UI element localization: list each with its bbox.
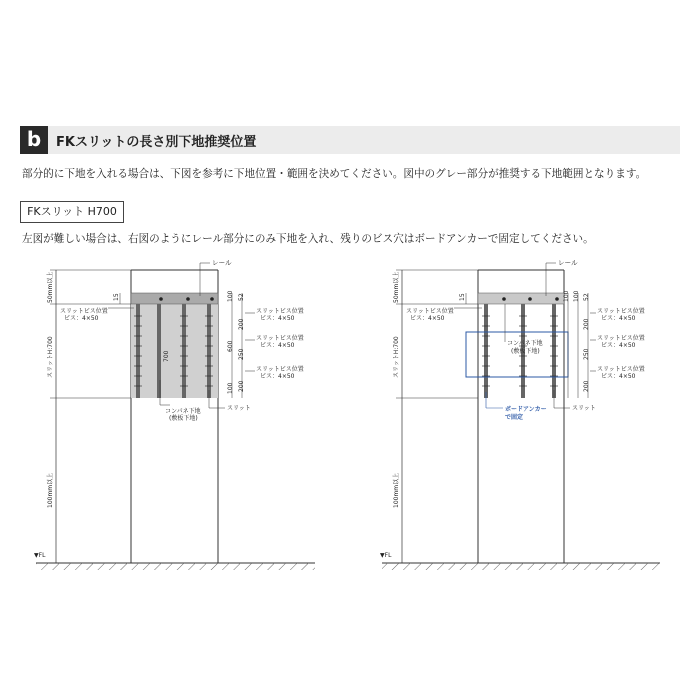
r-slit-label: スリット bbox=[572, 405, 596, 412]
r-dim-bottom: 100mm以上 bbox=[393, 472, 400, 508]
screw-1-line1: スリットビス位置 bbox=[256, 308, 304, 315]
screw-dot bbox=[159, 297, 163, 301]
rail bbox=[131, 293, 218, 304]
dim-15: 15 bbox=[113, 293, 120, 301]
base-panel-gray bbox=[131, 293, 218, 398]
description-text: 部分的に下地を入れる場合は、下図を参考に下地位置・範囲を決めてください。図中のグレー部分が推奨する下地範囲となります。 bbox=[22, 168, 647, 180]
r-base-label-line1: コンパネ下地 bbox=[507, 340, 543, 347]
dim-f: 200 bbox=[238, 380, 245, 392]
height-700: 700 bbox=[163, 350, 170, 362]
left-diagram bbox=[34, 259, 315, 570]
dim-b: 52 bbox=[238, 293, 245, 301]
screw-1-line2: ビス：4×50 bbox=[260, 315, 295, 322]
dim-d: 600 bbox=[227, 340, 234, 352]
r-dim-top: 50mm以上 bbox=[393, 271, 400, 303]
r-screw-2-line1: スリットビス位置 bbox=[597, 335, 645, 342]
note-text: 左図が難しい場合は、右図のようにレール部分にのみ下地を入れ、残りのビス穴はボードアンカーで固定してください。 bbox=[22, 233, 594, 245]
r-screw-left-line1: スリットビス位置 bbox=[406, 308, 454, 315]
screw-dot bbox=[186, 297, 190, 301]
dim-a: 100 bbox=[227, 290, 234, 302]
screw-2-line1: スリットビス位置 bbox=[256, 335, 304, 342]
r-screw-1-line2: ビス：4×50 bbox=[601, 315, 636, 322]
section-badge: b bbox=[20, 126, 48, 154]
r-dim-slit: スリットH:700 bbox=[393, 336, 400, 378]
screw-left-line2: ビス：4×50 bbox=[64, 315, 99, 322]
screw-3-line1: スリットビス位置 bbox=[256, 366, 304, 373]
section-title: FKスリットの長さ別下地推奨位置 bbox=[56, 135, 257, 150]
anchor-label-line2: で固定 bbox=[505, 414, 524, 421]
dim-bottom: 100mm以上 bbox=[47, 472, 54, 508]
r-dim-e: 250 bbox=[583, 348, 590, 360]
r-rail-label: レール bbox=[558, 259, 578, 267]
dim-g: 100 bbox=[227, 382, 234, 394]
r-fl-label: ▼FL bbox=[380, 552, 392, 559]
dim-e: 250 bbox=[238, 348, 245, 360]
slit-label: スリット bbox=[227, 405, 251, 412]
r-screw-2-line2: ビス：4×50 bbox=[601, 342, 636, 349]
anchor-label-line1: ボードアンカー bbox=[505, 406, 547, 413]
fl-label: ▼FL bbox=[34, 552, 46, 559]
screw-3-line2: ビス：4×50 bbox=[260, 373, 295, 380]
r-screw-3-line1: スリットビス位置 bbox=[597, 366, 645, 373]
right-diagram bbox=[380, 259, 660, 570]
slit-bar-4 bbox=[207, 304, 211, 398]
screw-dot bbox=[210, 297, 214, 301]
slit-bar-2 bbox=[157, 304, 161, 398]
r-screw-1-line1: スリットビス位置 bbox=[597, 308, 645, 315]
dim-c: 200 bbox=[238, 318, 245, 330]
dim-top: 50mm以上 bbox=[47, 271, 54, 303]
r-dim-f: 200 bbox=[583, 380, 590, 392]
rail-gray bbox=[478, 293, 564, 304]
r-dim-b: 52 bbox=[583, 293, 590, 301]
r-dim-a2: 100 bbox=[573, 290, 580, 302]
slit-bar-1 bbox=[136, 304, 140, 398]
r-dim-15: 15 bbox=[459, 293, 466, 301]
r-screw-left-line2: ビス：4×50 bbox=[410, 315, 445, 322]
r-dim-a: 100 bbox=[563, 290, 570, 302]
rail-label: レール bbox=[212, 259, 232, 267]
screw-2-line2: ビス：4×50 bbox=[260, 342, 295, 349]
base-label-line1: コンパネ下地 bbox=[165, 408, 201, 415]
r-screw-3-line2: ビス：4×50 bbox=[601, 373, 636, 380]
model-label: FKスリット H700 bbox=[20, 201, 124, 223]
r-dim-c: 200 bbox=[583, 318, 590, 330]
r-base-label-line2: (敷板下地) bbox=[511, 348, 540, 355]
floor-hatch bbox=[36, 563, 315, 570]
base-label-line2: (敷板下地) bbox=[169, 415, 198, 422]
dim-slit: スリットH:700 bbox=[47, 336, 54, 378]
screw-left-line1: スリットビス位置 bbox=[60, 308, 108, 315]
slit-bar-3 bbox=[182, 304, 186, 398]
